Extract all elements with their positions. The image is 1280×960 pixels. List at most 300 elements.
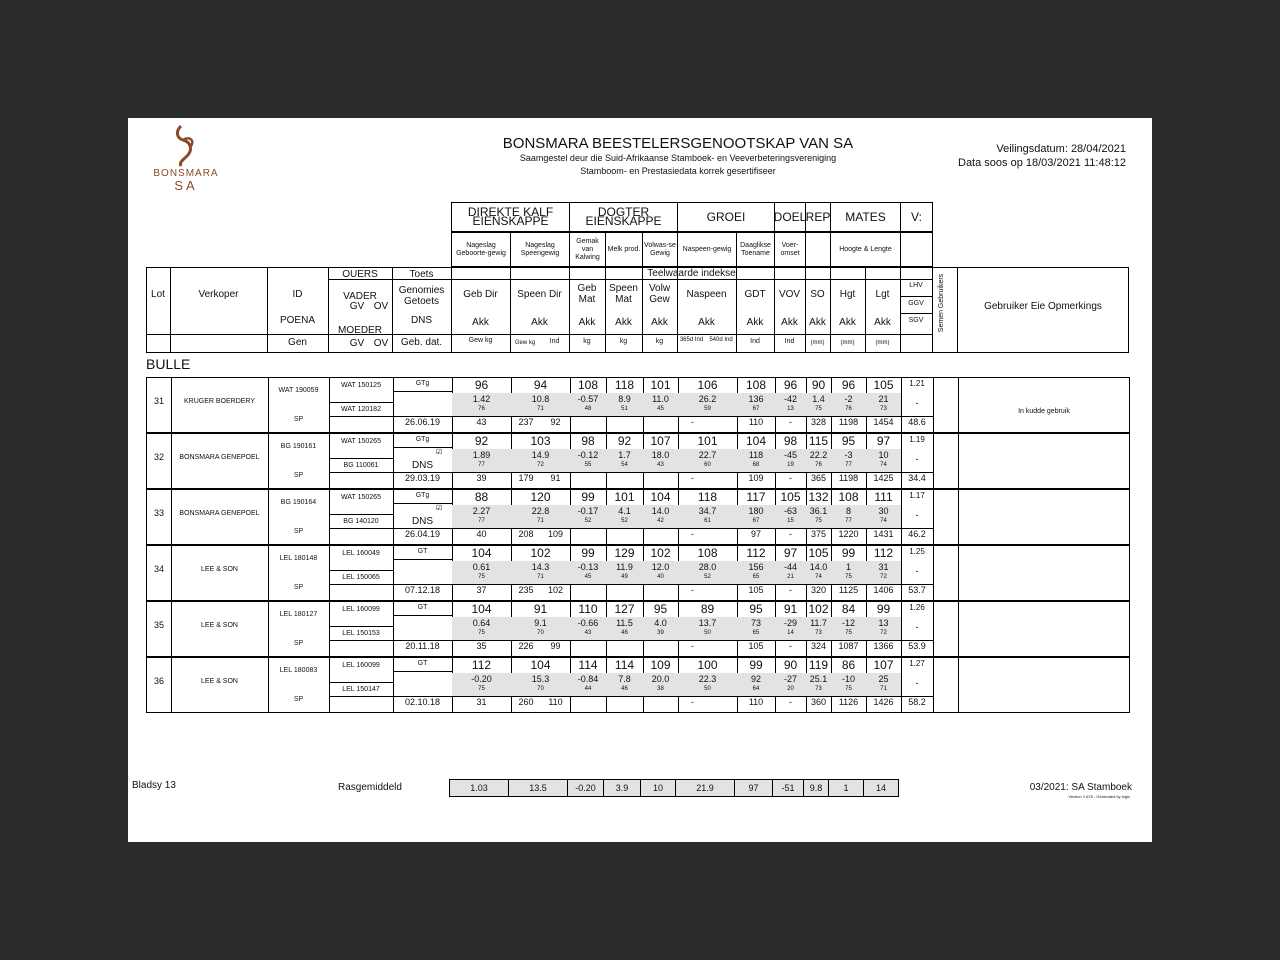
- ebv-3: 92: [617, 434, 632, 448]
- accuracy-6: 64: [752, 686, 760, 692]
- accuracy-9: 75: [845, 686, 852, 692]
- column-divider: [170, 267, 171, 353]
- ebv-8: 105: [808, 546, 829, 560]
- accuracy-0: 75: [478, 686, 485, 692]
- row-divider: [933, 658, 934, 712]
- col-dns: DNS: [410, 315, 433, 326]
- breed-avg-0: 1.03: [449, 779, 509, 797]
- trait-value-2: -0.17: [577, 506, 599, 516]
- accuracy-5: 50: [704, 630, 711, 636]
- accuracy-4: 45: [657, 406, 664, 412]
- adg-index: 105: [748, 585, 764, 595]
- trait-value-1: 14.3: [531, 562, 550, 572]
- seller-name: LEE & SON: [201, 622, 238, 629]
- accuracy-2: 43: [584, 630, 592, 636]
- accuracy-9: 77: [845, 518, 852, 524]
- dam-id: WAT 120182: [341, 406, 381, 413]
- col-lhv: LHV: [909, 282, 923, 289]
- wean-index: 110: [548, 697, 563, 707]
- accuracy-8: 74: [815, 574, 822, 580]
- trait-value-2: -0.12: [577, 450, 599, 460]
- row-rule: [329, 570, 393, 571]
- trait-value-11: -: [915, 566, 919, 576]
- lot-row[interactable]: [146, 489, 1130, 545]
- col-gen: Gen: [288, 337, 307, 348]
- ebv-2: 99: [581, 546, 595, 560]
- breed-average-label: Rasgemiddeld: [338, 782, 402, 793]
- trait-value-6: 118: [748, 450, 764, 460]
- wean-weight: 237: [518, 417, 534, 427]
- length: 1366: [873, 641, 894, 651]
- birth-date: 26.06.19: [404, 417, 441, 427]
- ebv-7: 91: [783, 602, 798, 616]
- row-rule: [393, 671, 452, 672]
- accuracy-0: 75: [478, 574, 485, 580]
- trait-value-1: 10.8: [531, 394, 550, 404]
- trait-value-10: 10: [878, 450, 889, 460]
- accuracy-3: 46: [621, 630, 628, 636]
- accuracy-9: 75: [845, 630, 852, 636]
- ebv-5: 101: [697, 434, 718, 448]
- accuracy-9: 77: [845, 462, 852, 468]
- ebv-9: 84: [841, 602, 856, 616]
- trait-value-5: 26.2: [698, 394, 717, 404]
- check-icon: ☑: [435, 449, 443, 456]
- accuracy-4: 39: [657, 630, 664, 636]
- sire-id: WAT 150265: [341, 494, 381, 501]
- header-rule: [900, 313, 932, 314]
- group-mates: MATES: [830, 202, 901, 232]
- accuracy-4: 43: [657, 462, 664, 468]
- ebv-8: 132: [808, 490, 829, 504]
- index-365: -: [691, 529, 694, 539]
- birth-weight: 43: [476, 417, 487, 427]
- ebv-3: 129: [614, 546, 635, 560]
- length: 1426: [873, 697, 894, 707]
- index-365: -: [691, 697, 694, 707]
- trait-value-2: -0.13: [577, 562, 599, 572]
- accuracy-8: 73: [815, 630, 822, 636]
- accuracy-0: 77: [478, 518, 485, 524]
- accuracy-9: 75: [845, 574, 852, 580]
- scrotal: 365: [810, 473, 827, 483]
- accuracy-2: 48: [584, 406, 592, 412]
- date-info: [958, 142, 1126, 170]
- scrotal: 324: [810, 641, 827, 651]
- trait-value-11: -: [915, 678, 919, 688]
- animal-id: LEL 180083: [279, 667, 318, 674]
- lot-row[interactable]: [146, 377, 1130, 433]
- col-hgt: Hgt: [839, 289, 856, 300]
- accuracy-6: 65: [752, 630, 760, 636]
- ebv-0: 88: [474, 490, 489, 504]
- accuracy-7: 19: [787, 462, 794, 468]
- accuracy-10: 74: [880, 462, 887, 468]
- ebv-6: 99: [749, 658, 763, 672]
- adg-index: 109: [748, 473, 764, 483]
- trait-value-6: 156: [748, 562, 764, 572]
- gen-code: SP: [293, 584, 304, 591]
- trait-value-10: 21: [878, 394, 889, 404]
- ebv-2: 110: [578, 602, 598, 616]
- accuracy-8: 76: [815, 462, 822, 468]
- trait-value-8: 14.0: [809, 562, 828, 572]
- test-type: GTg: [415, 380, 430, 387]
- wean-index: 92: [550, 417, 561, 427]
- ebv-9: 86: [841, 658, 856, 672]
- ebv-5: 89: [700, 602, 715, 616]
- ebv-5: 106: [697, 378, 718, 392]
- height: 1087: [838, 641, 859, 651]
- col-speen_mat: Speen Mat: [609, 283, 638, 305]
- col-vader: VADER: [343, 291, 377, 302]
- ebv-9: 95: [841, 434, 856, 448]
- accuracy-6: 67: [752, 406, 760, 412]
- sire-ov: OV: [373, 301, 389, 312]
- breed-avg-6: 97: [734, 779, 773, 797]
- col-volw_gew: Volw Gew: [648, 283, 671, 305]
- accuracy-2: 44: [584, 686, 592, 692]
- ebv-10: 111: [874, 490, 893, 504]
- col-naspeen: Naspeen: [686, 289, 727, 300]
- trait-value-9: -3: [844, 450, 853, 460]
- wean-index: 102: [547, 585, 564, 595]
- trait-value-6: 92: [750, 674, 761, 684]
- trait-value-2: -0.57: [577, 394, 599, 404]
- trait-value-6: 180: [748, 506, 764, 516]
- auction-catalogue-page: [128, 118, 1152, 842]
- ebv-5: 108: [697, 546, 718, 560]
- col-poena: POENA: [279, 315, 315, 326]
- user-remark: In kudde gebruik: [1018, 408, 1070, 415]
- row-divider: [933, 490, 934, 544]
- ebv-5: 118: [697, 490, 718, 504]
- ebv-2: 99: [581, 490, 595, 504]
- seller-name: LEE & SON: [201, 678, 238, 685]
- seller-name: BONSMARA GENEPOEL: [179, 454, 260, 461]
- ebv-7: 105: [780, 490, 801, 504]
- ebv-1: 94: [533, 378, 548, 392]
- ebv-7: 90: [783, 658, 798, 672]
- ebv-3: 114: [614, 658, 635, 672]
- dam-id: LEL 150147: [342, 686, 380, 693]
- d540: 540d Ind: [709, 337, 733, 343]
- trait-value-1: 14.9: [531, 450, 550, 460]
- accuracy-10: 71: [880, 686, 887, 692]
- fcr-index: -: [789, 641, 792, 651]
- accuracy-2: 52: [584, 518, 592, 524]
- accuracy-7: 20: [787, 686, 794, 692]
- trait-value-11: -: [915, 510, 919, 520]
- trait-value-5: 22.3: [698, 674, 717, 684]
- accuracy-10: 73: [880, 406, 887, 412]
- ebv-8: 115: [808, 434, 829, 448]
- col-speen_dir: Speen Dir: [517, 289, 562, 300]
- ebv-4: 107: [650, 434, 671, 448]
- accuracy-2: 45: [584, 574, 592, 580]
- trait-value-10: 25: [878, 674, 889, 684]
- accuracy-5: 61: [704, 518, 711, 524]
- trait-value-3: 1.7: [618, 450, 631, 460]
- accuracy-0: 76: [478, 406, 485, 412]
- ebv-8: 90: [811, 378, 826, 392]
- data-date: Data soos op 18/03/2021 11:48:12: [958, 157, 1126, 169]
- dns-flag: DNS: [411, 460, 434, 471]
- akk-naspeen: Akk: [698, 317, 715, 328]
- group-groei: GROEI: [677, 202, 775, 232]
- accuracy-8: 75: [815, 406, 822, 412]
- trait-value-8: 22.2: [809, 450, 828, 460]
- birth-date: 26.04.19: [404, 529, 441, 539]
- dam-id: LEL 150153: [342, 630, 380, 637]
- index-365: -: [691, 585, 694, 595]
- scrotal: 328: [810, 417, 827, 427]
- trait-value-9: 8: [845, 506, 851, 516]
- ebv-4: 101: [650, 378, 671, 392]
- section-heading: BULLE: [146, 356, 191, 372]
- lot-number: 33: [153, 508, 164, 518]
- adg-index: 110: [748, 417, 764, 427]
- trait-value-3: 11.5: [616, 618, 633, 628]
- trait-value-9: 1: [845, 562, 851, 572]
- col-semen: Semen Gebruikers: [938, 273, 945, 333]
- birth-weight: 37: [476, 585, 487, 595]
- row-rule: [329, 626, 393, 627]
- birth-date: 20.11.18: [405, 641, 440, 651]
- ebv-11: 1.26: [909, 603, 925, 612]
- breed-avg-10: 14: [863, 779, 899, 797]
- animal-id: WAT 190059: [278, 387, 319, 394]
- ind-gdt: Ind: [750, 338, 760, 345]
- accuracy-8: 75: [815, 518, 822, 524]
- ebv-10: 107: [873, 658, 894, 672]
- ebv-4: 109: [650, 658, 671, 672]
- ebv-1: 91: [533, 602, 548, 616]
- lot-row[interactable]: [146, 433, 1130, 489]
- kg-speenmat: kg: [619, 338, 628, 345]
- height: 1198: [838, 473, 859, 483]
- ebv-9: 96: [841, 378, 856, 392]
- accuracy-3: 52: [621, 518, 628, 524]
- breed-avg-1: 13.5: [508, 779, 568, 797]
- length: 1425: [873, 473, 894, 483]
- birth-date: 29.03.19: [404, 473, 441, 483]
- lot-row[interactable]: [146, 601, 1130, 657]
- wean-index: 109: [547, 529, 564, 539]
- gen-code: SP: [293, 528, 304, 535]
- mm-so: (mm): [810, 340, 825, 346]
- height: 1126: [838, 697, 859, 707]
- ebv-1: 120: [530, 490, 551, 504]
- height: 1198: [838, 417, 859, 427]
- row-divider: [958, 490, 959, 544]
- trait-value-4: 11.0: [652, 394, 669, 404]
- lot-number: 32: [153, 452, 164, 462]
- accuracy-1: 71: [537, 518, 544, 524]
- height: 1125: [838, 585, 859, 595]
- ebv-1: 103: [530, 434, 551, 448]
- accuracy-5: 60: [704, 462, 711, 468]
- birth-date: 07.12.18: [404, 585, 441, 595]
- trait-value-1: 9.1: [534, 618, 547, 628]
- trait-value-7: -45: [783, 450, 797, 460]
- accuracy-5: 59: [704, 406, 711, 412]
- subgroup-hoogte: Hoogte & Lengte: [830, 232, 901, 267]
- trait-value-1: 22.8: [531, 506, 550, 516]
- col-genomies: Genomies Getoets: [398, 285, 445, 307]
- fcr-index: -: [789, 473, 792, 483]
- sire-id: LEL 160099: [342, 606, 380, 613]
- trait-value-0: 1.42: [472, 394, 491, 404]
- fcr-index: -: [789, 529, 792, 539]
- lot-number: 31: [153, 396, 164, 406]
- breed-avg-2: -0.20: [567, 779, 604, 797]
- akk-speen_dir: Akk: [531, 317, 548, 328]
- accuracy-1: 70: [537, 630, 544, 636]
- ebv-7: 97: [783, 546, 798, 560]
- scrotal: 375: [810, 529, 827, 539]
- ebv-4: 102: [650, 546, 671, 560]
- trait-value-9: -2: [844, 394, 853, 404]
- accuracy-3: 49: [621, 574, 628, 580]
- lot-number: 36: [153, 676, 164, 686]
- breed-avg-8: 9.8: [803, 779, 829, 797]
- ebv-0: 96: [474, 378, 489, 392]
- accuracy-4: 38: [657, 686, 664, 692]
- row-rule: [393, 559, 452, 560]
- scrotal: 360: [810, 697, 827, 707]
- trait-value-4: 20.0: [651, 674, 670, 684]
- height: 1220: [838, 529, 859, 539]
- ebv-11: 1.17: [909, 491, 925, 500]
- rep-blank: [805, 232, 831, 267]
- ebv-11: 1.27: [909, 659, 925, 668]
- seller-name: LEE & SON: [201, 566, 238, 573]
- accuracy-0: 77: [478, 462, 485, 468]
- bonsmara-logo: [146, 124, 226, 198]
- group-dogter: DOGTER EIENSKAPPE: [569, 202, 678, 232]
- col-geb_mat: Geb Mat: [577, 283, 597, 305]
- ebv-0: 92: [474, 434, 489, 448]
- adg-index: 110: [748, 697, 764, 707]
- seller-name: BONSMARA GENEPOEL: [179, 510, 260, 517]
- trait-value-0: 0.64: [472, 618, 491, 628]
- lot-row[interactable]: [146, 657, 1130, 713]
- subgroup-nageslag_speen: Nageslag Speengewig: [510, 232, 570, 267]
- trait-value-4: 4.0: [654, 618, 667, 628]
- accuracy-1: 72: [537, 462, 544, 468]
- row-rule: [329, 514, 393, 515]
- dam-id: BG 140120: [343, 518, 379, 525]
- col-verkoper: Verkoper: [198, 289, 239, 300]
- animal-id: BG 190164: [280, 499, 317, 506]
- mm-hgt: (mm): [840, 340, 855, 346]
- trait-value-4: 14.0: [651, 506, 670, 516]
- wean-weight: 226: [518, 641, 534, 651]
- trait-value-2: -0.84: [577, 674, 599, 684]
- dam-id: LEL 150065: [342, 574, 380, 581]
- gen-code: SP: [293, 472, 304, 479]
- accuracy-5: 52: [704, 574, 711, 580]
- subgroup-gemak: Gemak van Kalwing: [569, 232, 606, 267]
- subgroup-daaglikse: Daaglikse Toename: [736, 232, 775, 267]
- ebv-3: 101: [614, 490, 635, 504]
- mm-lgt: (mm): [875, 340, 890, 346]
- trait-value-3: 4.1: [618, 506, 631, 516]
- group-doel: DOEL: [774, 202, 806, 232]
- accuracy-6: 65: [752, 574, 760, 580]
- sire-id: WAT 150265: [341, 438, 381, 445]
- subgroup-naspeen: Naspeen-gewig: [677, 232, 737, 267]
- trait-value-0: 0.61: [472, 562, 491, 572]
- subgroup-volwasse: Volwas-se Gewig: [642, 232, 678, 267]
- fcr-index: -: [789, 417, 792, 427]
- ebv-6: 117: [746, 490, 766, 504]
- trait-value-10: 31: [878, 562, 889, 572]
- wean-weight: 260: [518, 697, 534, 707]
- accuracy-0: 75: [478, 630, 485, 636]
- accuracy-7: 15: [787, 518, 794, 524]
- birth-weight: 40: [476, 529, 487, 539]
- ebv-0: 104: [471, 546, 492, 560]
- sgv-value: 34.4: [908, 473, 926, 483]
- footer-source: 03/2021: SA Stamboek: [1029, 782, 1132, 793]
- trait-value-8: 1.4: [812, 394, 825, 404]
- lot-number: 35: [153, 620, 164, 630]
- col-opmerkings: Gebruiker Eie Opmerkings: [984, 301, 1102, 312]
- document-title: BONSMARA BEESTELERSGENOOTSKAP VAN SA: [502, 135, 854, 152]
- document-subtitle-2: Stamboom- en Prestasiedata korrek gesertifiseer: [580, 166, 776, 176]
- accuracy-2: 55: [584, 462, 592, 468]
- birth-weight: 35: [476, 641, 487, 651]
- accuracy-3: 54: [621, 462, 628, 468]
- index-365: -: [691, 417, 694, 427]
- accuracy-7: 21: [787, 574, 794, 580]
- breed-avg-4: 10: [640, 779, 676, 797]
- check-icon: ☑: [435, 505, 443, 512]
- akk-so: Akk: [809, 317, 826, 328]
- row-rule: [393, 391, 452, 392]
- ebv-11: 1.21: [909, 379, 925, 388]
- footer-version: Version 1.676 - Generated by logix: [1068, 794, 1130, 799]
- accuracy-5: 50: [704, 686, 711, 692]
- auction-date: Veilingsdatum: 28/04/2021: [996, 143, 1126, 155]
- row-rule: [329, 682, 393, 683]
- trait-value-0: -0.20: [471, 674, 492, 684]
- col-sgv: SGV: [908, 317, 924, 324]
- bonsmara-logo-icon: [171, 124, 201, 168]
- sire-id: LEL 160049: [342, 550, 380, 557]
- col-lot: Lot: [151, 289, 165, 300]
- wean-weight: 208: [518, 529, 534, 539]
- subgroup-nageslag_geb: Nageslag Geboorte-gewig: [451, 232, 511, 267]
- row-divider: [958, 546, 959, 600]
- ebv-5: 100: [697, 658, 718, 672]
- lot-row[interactable]: [146, 545, 1130, 601]
- document-title-block: [458, 136, 898, 178]
- column-divider: [932, 267, 933, 353]
- sgv-value: 58.2: [908, 697, 926, 707]
- accuracy-4: 40: [657, 574, 664, 580]
- ebv-7: 96: [783, 378, 798, 392]
- akk-vov: Akk: [781, 317, 798, 328]
- row-divider: [933, 378, 934, 432]
- accuracy-10: 74: [880, 518, 887, 524]
- col-geb_dat: Geb. dat.: [400, 337, 443, 348]
- akk-speen_mat: Akk: [615, 317, 632, 328]
- trait-value-9: -12: [841, 618, 855, 628]
- test-type: GTg: [415, 492, 430, 499]
